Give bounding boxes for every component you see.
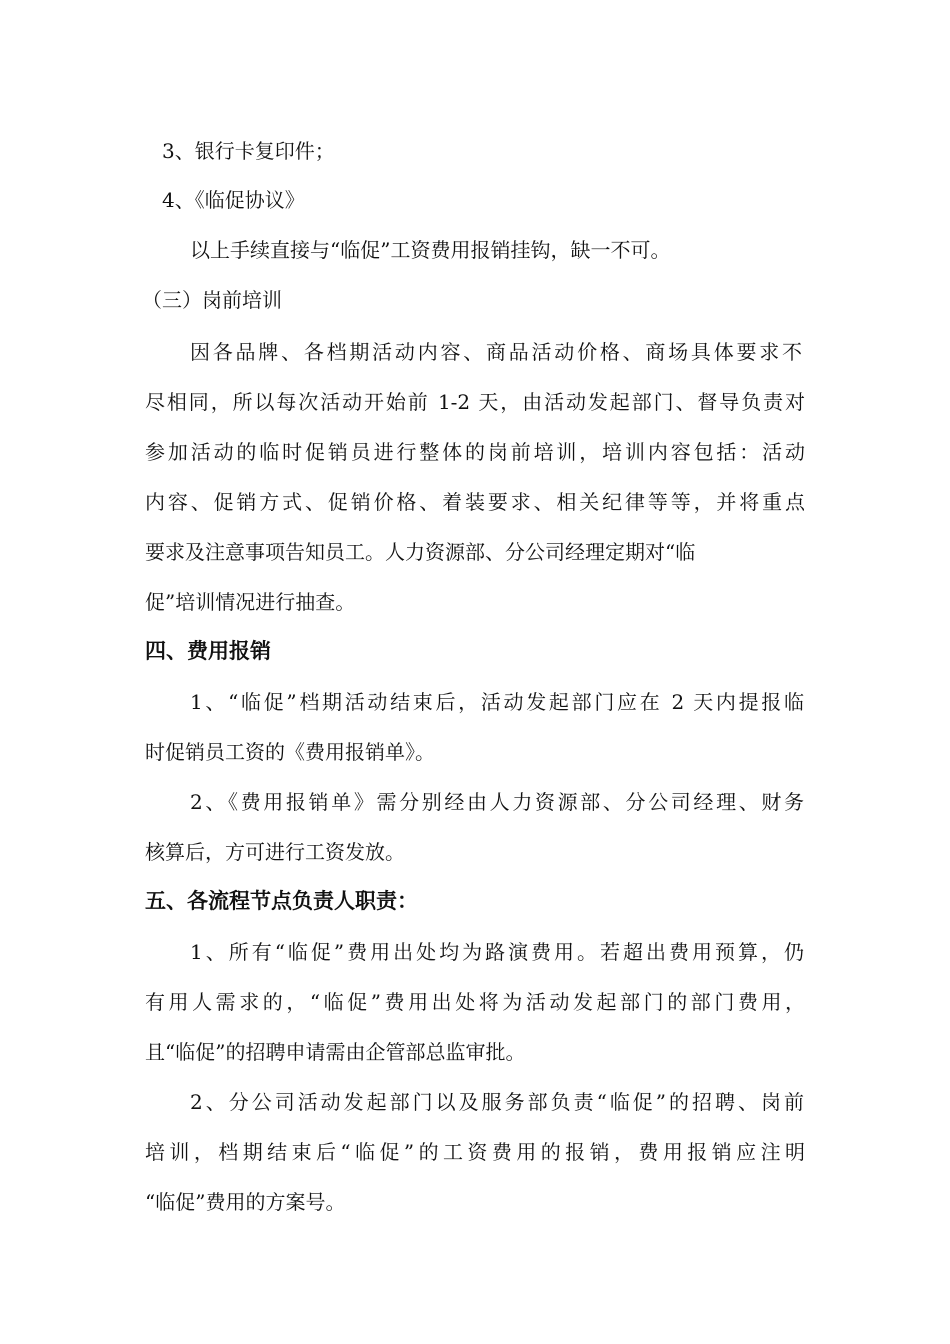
section-4-title: 四、费用报销: [145, 639, 271, 663]
paragraph-line: 2、《费用报销单》需分别经由人力资源部、分公司经理、财务: [190, 790, 804, 814]
paragraph-line: 1、“临促”档期活动结束后，活动发起部门应在 2 天内提报临: [190, 690, 804, 714]
paragraph-line: 因各品牌、各档期活动内容、商品活动价格、商场具体要求不: [190, 340, 802, 364]
paragraph-line: “临促”费用的方案号。: [145, 1190, 346, 1214]
paragraph-line: 参加活动的临时促销员进行整体的岗前培训，培训内容包括：活动: [145, 440, 805, 464]
paragraph-line: 培训，档期结束后“临促”的工资费用的报销，费用报销应注明: [145, 1140, 805, 1164]
paragraph-line: 核算后，方可进行工资发放。: [145, 840, 405, 864]
paragraph-line: 2、分公司活动发起部门以及服务部负责“临促”的招聘、岗前: [190, 1090, 804, 1114]
list-item-4: 4、《临促协议》: [162, 188, 305, 212]
paragraph-line: 且“临促”的招聘申请需由企管部总监审批。: [145, 1040, 526, 1064]
paragraph-line: 有用人需求的，“临促”费用出处将为活动发起部门的部门费用，: [145, 990, 805, 1014]
paragraph-line: 1、所有“临促”费用出处均为路演费用。若超出费用预算，仍: [190, 940, 804, 964]
list-item-3: 3、银行卡复印件；: [162, 139, 335, 163]
section-5-title: 五、各流程节点负责人职责：: [145, 889, 418, 913]
section-3-title: （三）岗前培训: [142, 288, 282, 312]
paragraph-line: 要求及注意事项告知员工。人力资源部、分公司经理定期对“临: [145, 540, 696, 564]
paragraph-line: 时促销员工资的《费用报销单》。: [145, 740, 435, 764]
paragraph-line: 尽相同，所以每次活动开始前 1-2 天，由活动发起部门、督导负责对: [145, 390, 805, 414]
paragraph-line: 内容、促销方式、促销价格、着装要求、相关纪律等等，并将重点: [145, 490, 805, 514]
requirement-note: 以上手续直接与“临促”工资费用报销挂钩，缺一不可。: [190, 238, 671, 262]
paragraph-line: 促”培训情况进行抽查。: [145, 590, 356, 614]
